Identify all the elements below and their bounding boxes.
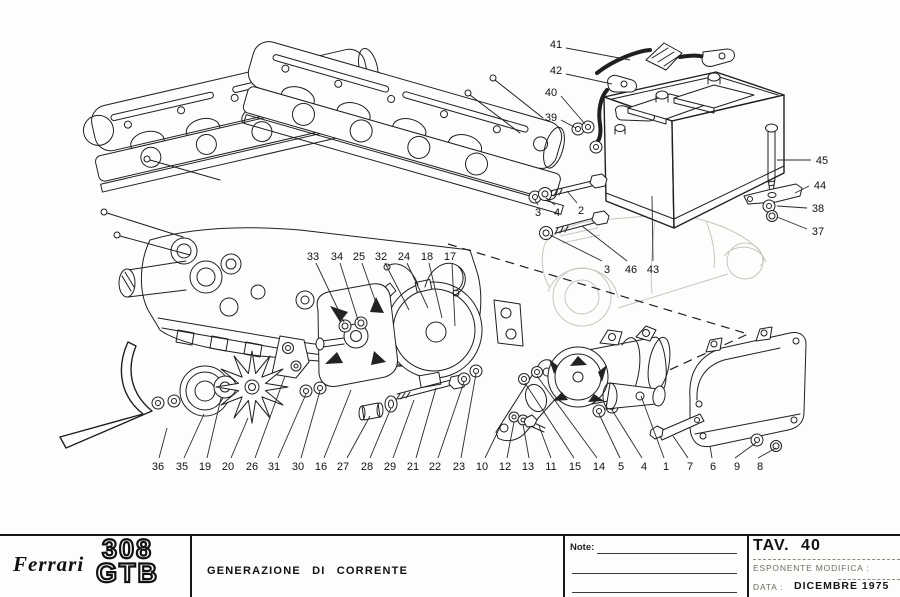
esponente-modifica-label: ESPONENTE MODIFICA : bbox=[753, 563, 870, 573]
starter-motor-drawing bbox=[548, 326, 674, 409]
battery-drawing bbox=[529, 43, 802, 240]
callout-leader-20 bbox=[231, 418, 248, 458]
callout-number-1: 1 bbox=[662, 461, 670, 473]
positive-cable bbox=[597, 50, 650, 73]
callout-leader-5 bbox=[599, 414, 620, 458]
plate-number: TAV. 40 bbox=[753, 537, 821, 554]
model-gtb: GTB bbox=[96, 558, 159, 588]
callout-leader-31 bbox=[278, 394, 306, 458]
callout-number-18: 18 bbox=[420, 251, 434, 263]
callout-number-19: 19 bbox=[198, 461, 212, 473]
callout-leader-21 bbox=[416, 388, 436, 458]
callout-number-23: 23 bbox=[452, 461, 466, 473]
date-value: DICEMBRE 1975 bbox=[794, 580, 890, 592]
callout-number-46: 46 bbox=[624, 264, 638, 276]
callout-number-27: 27 bbox=[336, 461, 350, 473]
callout-number-8: 8 bbox=[756, 461, 764, 473]
callout-number-45: 45 bbox=[815, 155, 829, 167]
callout-leader-16 bbox=[324, 390, 351, 458]
note-line[interactable] bbox=[572, 572, 737, 574]
callout-leader-41 bbox=[566, 48, 630, 60]
callout-number-15: 15 bbox=[568, 461, 582, 473]
callout-leader-40 bbox=[561, 96, 585, 124]
note-line[interactable] bbox=[572, 591, 737, 593]
model-308: 308 bbox=[101, 534, 154, 564]
dashed-rule bbox=[753, 558, 900, 560]
callout-number-14: 14 bbox=[592, 461, 606, 473]
callout-number-24: 24 bbox=[397, 251, 411, 263]
v-belt bbox=[60, 342, 152, 448]
callout-number-36: 36 bbox=[151, 461, 165, 473]
callout-number-4: 4 bbox=[553, 207, 561, 219]
callout-leader-38 bbox=[777, 206, 807, 208]
callout-number-16: 16 bbox=[314, 461, 328, 473]
belt-pulley-fan bbox=[60, 342, 288, 448]
callout-number-20: 20 bbox=[221, 461, 235, 473]
stud-nut bbox=[355, 317, 367, 329]
heat-shield-group bbox=[650, 327, 806, 452]
callout-leader-35 bbox=[184, 414, 204, 458]
callout-number-40: 40 bbox=[544, 87, 558, 99]
alternator-rear-housing bbox=[386, 282, 482, 378]
callout-number-44: 44 bbox=[813, 180, 827, 192]
table-title: GENERAZIONE DI CORRENTE bbox=[207, 565, 409, 577]
callout-leader-37 bbox=[777, 217, 807, 229]
callout-leader-11 bbox=[539, 426, 551, 458]
date-label: DATA : bbox=[753, 582, 784, 592]
callout-number-43: 43 bbox=[646, 264, 660, 276]
callout-leader-39 bbox=[561, 120, 576, 128]
callout-number-4: 4 bbox=[640, 461, 648, 473]
footer-divider bbox=[747, 534, 749, 597]
callout-number-31: 31 bbox=[267, 461, 281, 473]
ferrari-wordmark: Ferrari bbox=[13, 552, 85, 576]
callout-number-29: 29 bbox=[383, 461, 397, 473]
callout-number-30: 30 bbox=[291, 461, 305, 473]
callout-number-39: 39 bbox=[544, 112, 558, 124]
note-label: Note: bbox=[570, 542, 595, 553]
callout-leader-36 bbox=[159, 428, 167, 458]
callout-number-25: 25 bbox=[352, 251, 366, 263]
callout-number-28: 28 bbox=[360, 461, 374, 473]
callout-leader-8 bbox=[758, 448, 776, 458]
footer-divider bbox=[563, 534, 565, 597]
callout-leader-9 bbox=[735, 442, 757, 458]
callout-number-35: 35 bbox=[175, 461, 189, 473]
callout-leader-22 bbox=[438, 382, 464, 458]
bushing bbox=[385, 396, 397, 412]
callout-number-2: 2 bbox=[577, 205, 585, 217]
callout-leader-42 bbox=[566, 74, 612, 84]
stud-nut bbox=[339, 320, 351, 332]
callout-number-6: 6 bbox=[709, 461, 717, 473]
callout-leader-2 bbox=[567, 191, 577, 203]
callout-number-12: 12 bbox=[498, 461, 512, 473]
footer-divider bbox=[190, 534, 192, 597]
callout-number-37: 37 bbox=[811, 226, 825, 238]
callout-number-38: 38 bbox=[811, 203, 825, 215]
callout-leader-30 bbox=[301, 391, 320, 458]
callout-number-3: 3 bbox=[603, 264, 611, 276]
callout-number-3: 3 bbox=[534, 207, 542, 219]
callout-leader-46 bbox=[582, 226, 627, 261]
callout-leader-6 bbox=[710, 446, 712, 458]
terminal-clamp bbox=[702, 49, 734, 66]
model-badge bbox=[96, 534, 159, 588]
callout-leader-7 bbox=[673, 436, 688, 458]
callout-number-10: 10 bbox=[475, 461, 489, 473]
callout-number-26: 26 bbox=[245, 461, 259, 473]
callout-number-34: 34 bbox=[330, 251, 344, 263]
callout-number-33: 33 bbox=[306, 251, 320, 263]
callout-number-32: 32 bbox=[374, 251, 388, 263]
callout-leader-3 bbox=[550, 235, 602, 261]
callout-leader-27 bbox=[347, 416, 370, 458]
callout-number-42: 42 bbox=[549, 65, 563, 77]
callout-number-21: 21 bbox=[406, 461, 420, 473]
note-line[interactable] bbox=[597, 552, 737, 554]
callout-number-9: 9 bbox=[733, 461, 741, 473]
callout-number-22: 22 bbox=[428, 461, 442, 473]
callout-number-5: 5 bbox=[617, 461, 625, 473]
callout-number-17: 17 bbox=[443, 251, 457, 263]
callout-number-41: 41 bbox=[549, 39, 563, 51]
callout-number-7: 7 bbox=[686, 461, 694, 473]
callout-leader-10 bbox=[485, 427, 500, 458]
callout-number-11: 11 bbox=[545, 461, 557, 473]
callout-number-13: 13 bbox=[521, 461, 535, 473]
